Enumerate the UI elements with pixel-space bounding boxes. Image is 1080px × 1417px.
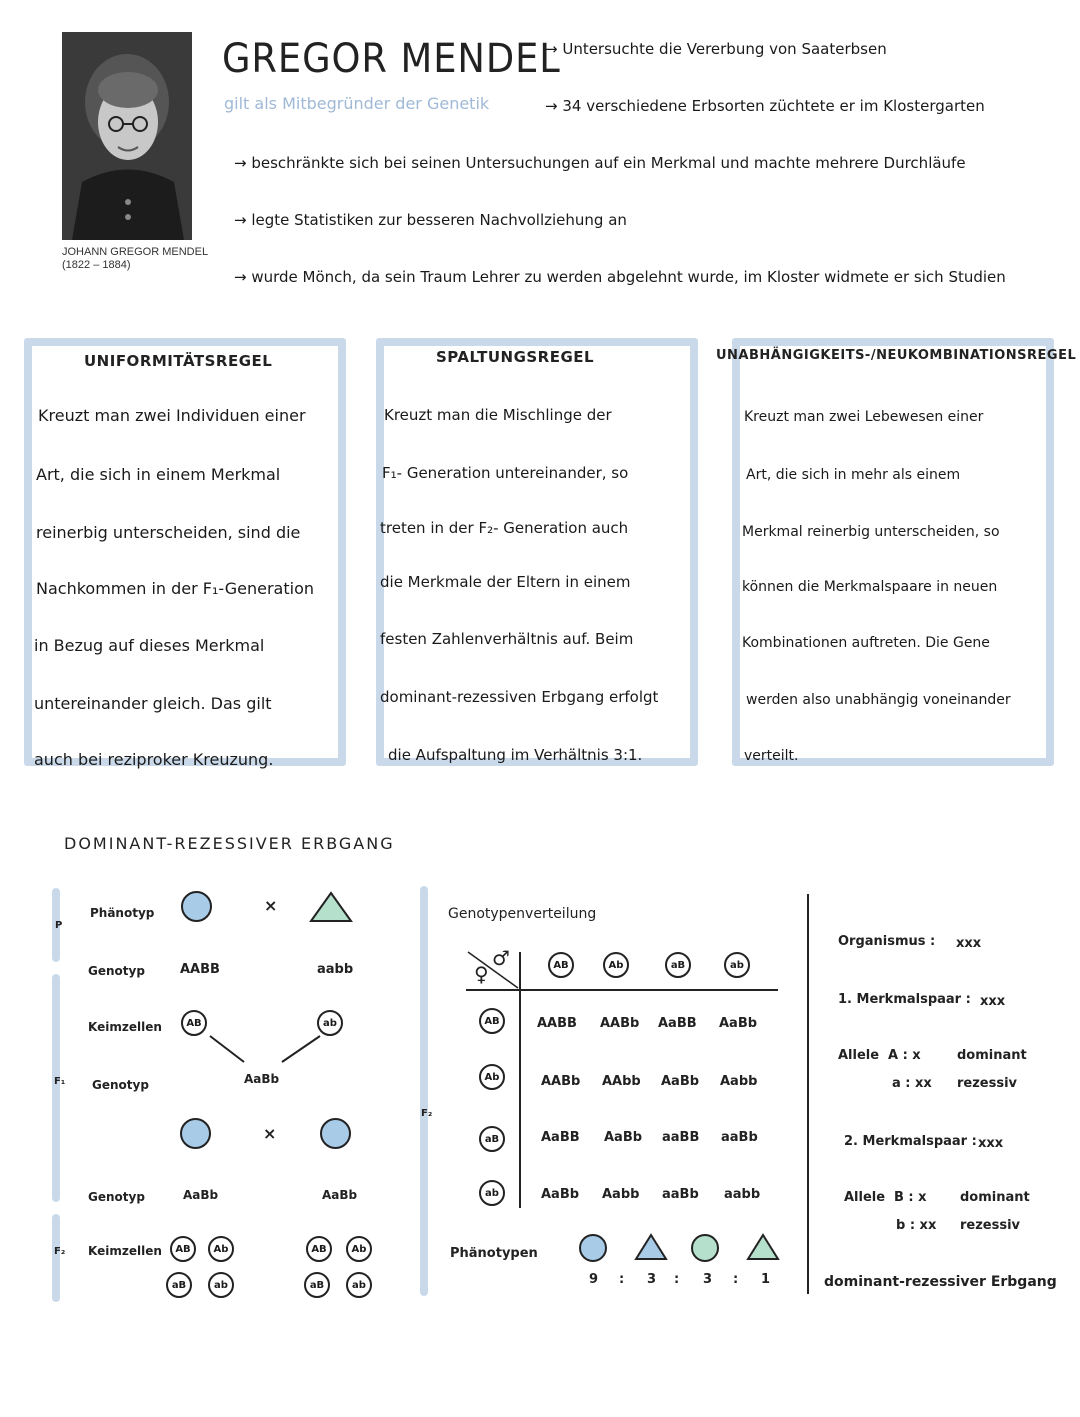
generation-label-f1: F₁ [54,1076,66,1087]
ratio-separator: : [619,1272,625,1287]
punnett-cell: AaBb [604,1130,643,1145]
punnett-col-header: Ab [603,952,629,978]
punnett-cell: aaBB [662,1130,700,1145]
ratio-separator: : [733,1272,739,1287]
fertilization-lines [200,1030,330,1070]
genotype-label-f1: Genotyp [92,1078,149,1092]
cross-symbol-f1: × [263,1124,277,1143]
section-title: DOMINANT-REZESSIVER ERBGANG [64,834,395,853]
gamete-f2-right-4: ab [346,1272,372,1298]
phenotype-triangle-blue [633,1232,669,1262]
bullet-3: → beschränkte sich bei seinen Untersuchungen auf ein Merkmal und machte mehrere Durchläufe [234,154,966,172]
rule-line: reinerbig unterscheiden, sind die [36,523,301,542]
punnett-cell: aaBb [721,1130,758,1145]
generation-bar-punnett [420,886,428,1296]
genotype-label-f1b: Genotyp [88,1190,145,1204]
generation-bar-f2 [52,1214,60,1302]
rule-line: untereinander gleich. Das gilt [34,694,272,713]
gamete-f2-left-1: AB [170,1236,196,1262]
genotype-label-p: Genotyp [88,964,145,978]
info-divider [807,894,809,1294]
rule-line: Art, die sich in einem Merkmal [36,465,281,484]
ratio-value: 1 [761,1272,771,1287]
punnett-cell: aabb [724,1187,761,1202]
gametes-label-p: Keimzellen [88,1020,162,1034]
f1-circle-right [320,1118,351,1149]
punnett-col-header: ab [724,952,750,978]
punnett-cell: AaBb [719,1016,758,1031]
phenotype-circle-green [691,1234,719,1262]
rule-line: verteilt. [744,748,799,764]
punnett-cell: aaBb [662,1187,699,1202]
punnett-cell: Aabb [602,1187,640,1202]
rule-title-independence: UNABHÄNGIGKEITS-/NEUKOMBINATIONSREGEL [716,348,1077,363]
allele-b-recessive: b : xx [896,1218,937,1233]
rule-line: Art, die sich in mehr als einem [746,467,961,483]
bullet-2: → 34 verschiedene Erbsorten züchtete er im Klostergarten [545,97,985,115]
generation-label-punnett: F₂ [421,1108,433,1119]
genotype-p-right: aabb [317,962,354,977]
pair2-label: 2. Merkmalspaar : [844,1134,977,1149]
rule-line: treten in der F₂- Generation auch [380,519,629,537]
recessive-label-2: rezessiv [960,1218,1021,1233]
rule-line: Merkmal reinerbig unterscheiden, so [742,524,1000,540]
ratio-value: 9 [589,1272,599,1287]
pair1-value: xxx [980,994,1006,1009]
punnett-cell: AaBB [541,1130,580,1145]
organismus-value: xxx [956,936,982,951]
cross-symbol-p: × [264,896,278,915]
punnett-cell: AABb [541,1074,581,1089]
rule-line: Kreuzt man zwei Individuen einer [38,406,306,425]
rule-line: dominant-rezessiven Erbgang erfolgt [380,688,659,706]
portrait-caption [62,246,212,272]
punnett-row-header: ab [479,1180,505,1206]
punnett-cell: AaBb [661,1074,700,1089]
rule-line: Kreuzt man die Mischlinge der [384,406,612,424]
dominant-label-1: dominant [957,1048,1027,1063]
rule-line: die Aufspaltung im Verhältnis 3:1. [388,746,643,764]
portrait-caption-years: (1822 – 1884) [62,259,131,271]
male-symbol: ♂ [492,946,510,970]
gametes-label-f2: Keimzellen [88,1244,162,1258]
gamete-f2-left-4: ab [208,1272,234,1298]
gamete-f2-right-1: AB [306,1236,332,1262]
gamete-f2-right-3: aB [304,1272,330,1298]
generation-bar-f1 [52,974,60,1202]
generation-label-p: P [55,920,63,931]
page-subtitle: gilt als Mitbegründer der Genetik [224,94,490,113]
punnett-row-header: AB [479,1008,505,1034]
genotype-f1: AaBb [244,1072,280,1086]
phenotype-triangle-green [745,1232,781,1262]
parent-circle-phenotype [181,891,212,922]
gamete-f2-left-3: aB [166,1272,192,1298]
rule-line: können die Merkmalspaare in neuen [742,579,998,595]
recessive-label-1: rezessiv [957,1076,1018,1091]
f1-circle-left [180,1118,211,1149]
rule-line: die Merkmale der Eltern in einem [380,573,631,591]
punnett-col-header: aB [665,952,691,978]
punnett-col-header: AB [548,952,574,978]
gamete-f2-right-2: Ab [346,1236,372,1262]
ratio-value: 3 [703,1272,713,1287]
phenotype-label: Phänotyp [90,906,155,920]
rule-line: Kreuzt man zwei Lebewesen einer [744,409,984,425]
allele-label-1: Allele [838,1048,880,1063]
allele-a-dominant: A : x [888,1048,921,1063]
punnett-row-header: aB [479,1126,505,1152]
parent-triangle-phenotype [308,890,354,924]
phenotype-circle-blue [579,1234,607,1262]
dominant-label-2: dominant [960,1190,1030,1205]
allele-a-recessive: a : xx [892,1076,932,1091]
phenotypes-label: Phänotypen [450,1246,538,1261]
punnett-cell: AaBb [541,1187,580,1202]
ratio-separator: : [674,1272,680,1287]
bullet-5: → wurde Mönch, da sein Traum Lehrer zu werden abgelehnt wurde, im Kloster widmete er sich Studien [234,268,1006,286]
gamete-p-left: AB [181,1010,207,1036]
info-footer: dominant-rezessiver Erbgang [824,1274,1057,1290]
rule-line: festen Zahlenverhältnis auf. Beim [380,630,634,648]
gamete-p-right: ab [317,1010,343,1036]
rule-line: werden also unabhängig voneinander [746,692,1011,708]
allele-b-dominant: B : x [894,1190,927,1205]
rule-line: Nachkommen in der F₁-Generation [36,579,315,598]
punnett-cell: AABB [537,1016,577,1031]
portrait-caption-name: JOHANN GREGOR MENDEL [62,246,209,258]
bullet-1: → Untersuchte die Vererbung von Saaterbsen [545,40,887,58]
punnett-cell: AABb [600,1016,640,1031]
organismus-label: Organismus : [838,934,936,949]
genotype-f1-right: AaBb [322,1188,358,1202]
punnett-cell: Aabb [720,1074,758,1089]
ratio-value: 3 [647,1272,657,1287]
genotype-f1-left: AaBb [183,1188,219,1202]
female-symbol: ♀ [474,962,489,986]
bullet-4: → legte Statistiken zur besseren Nachvollziehung an [234,211,627,229]
generation-label-f2: F₂ [54,1246,66,1257]
rule-line: in Bezug auf dieses Merkmal [34,636,265,655]
genotype-p-left: AABB [180,962,220,977]
mendel-portrait [62,32,192,240]
punnett-title: Genotypenverteilung [448,906,597,922]
allele-label-2: Allele [844,1190,886,1205]
gamete-f2-left-2: Ab [208,1236,234,1262]
punnett-cell: AAbb [602,1074,641,1089]
rule-line: Kombinationen auftreten. Die Gene [742,635,990,651]
pair2-value: xxx [978,1136,1004,1151]
rule-line: F₁- Generation untereinander, so [382,464,629,482]
punnett-cell: AaBB [658,1016,697,1031]
pair1-label: 1. Merkmalspaar : [838,992,971,1007]
punnett-row-header: Ab [479,1064,505,1090]
rule-line: auch bei reziproker Kreuzung. [34,750,274,769]
rule-title-uniformity: UNIFORMITÄTSREGEL [84,352,273,370]
page-title: GREGOR MENDEL [222,36,561,82]
portrait-image [62,32,192,240]
rule-title-splitting: SPALTUNGSREGEL [436,348,595,366]
